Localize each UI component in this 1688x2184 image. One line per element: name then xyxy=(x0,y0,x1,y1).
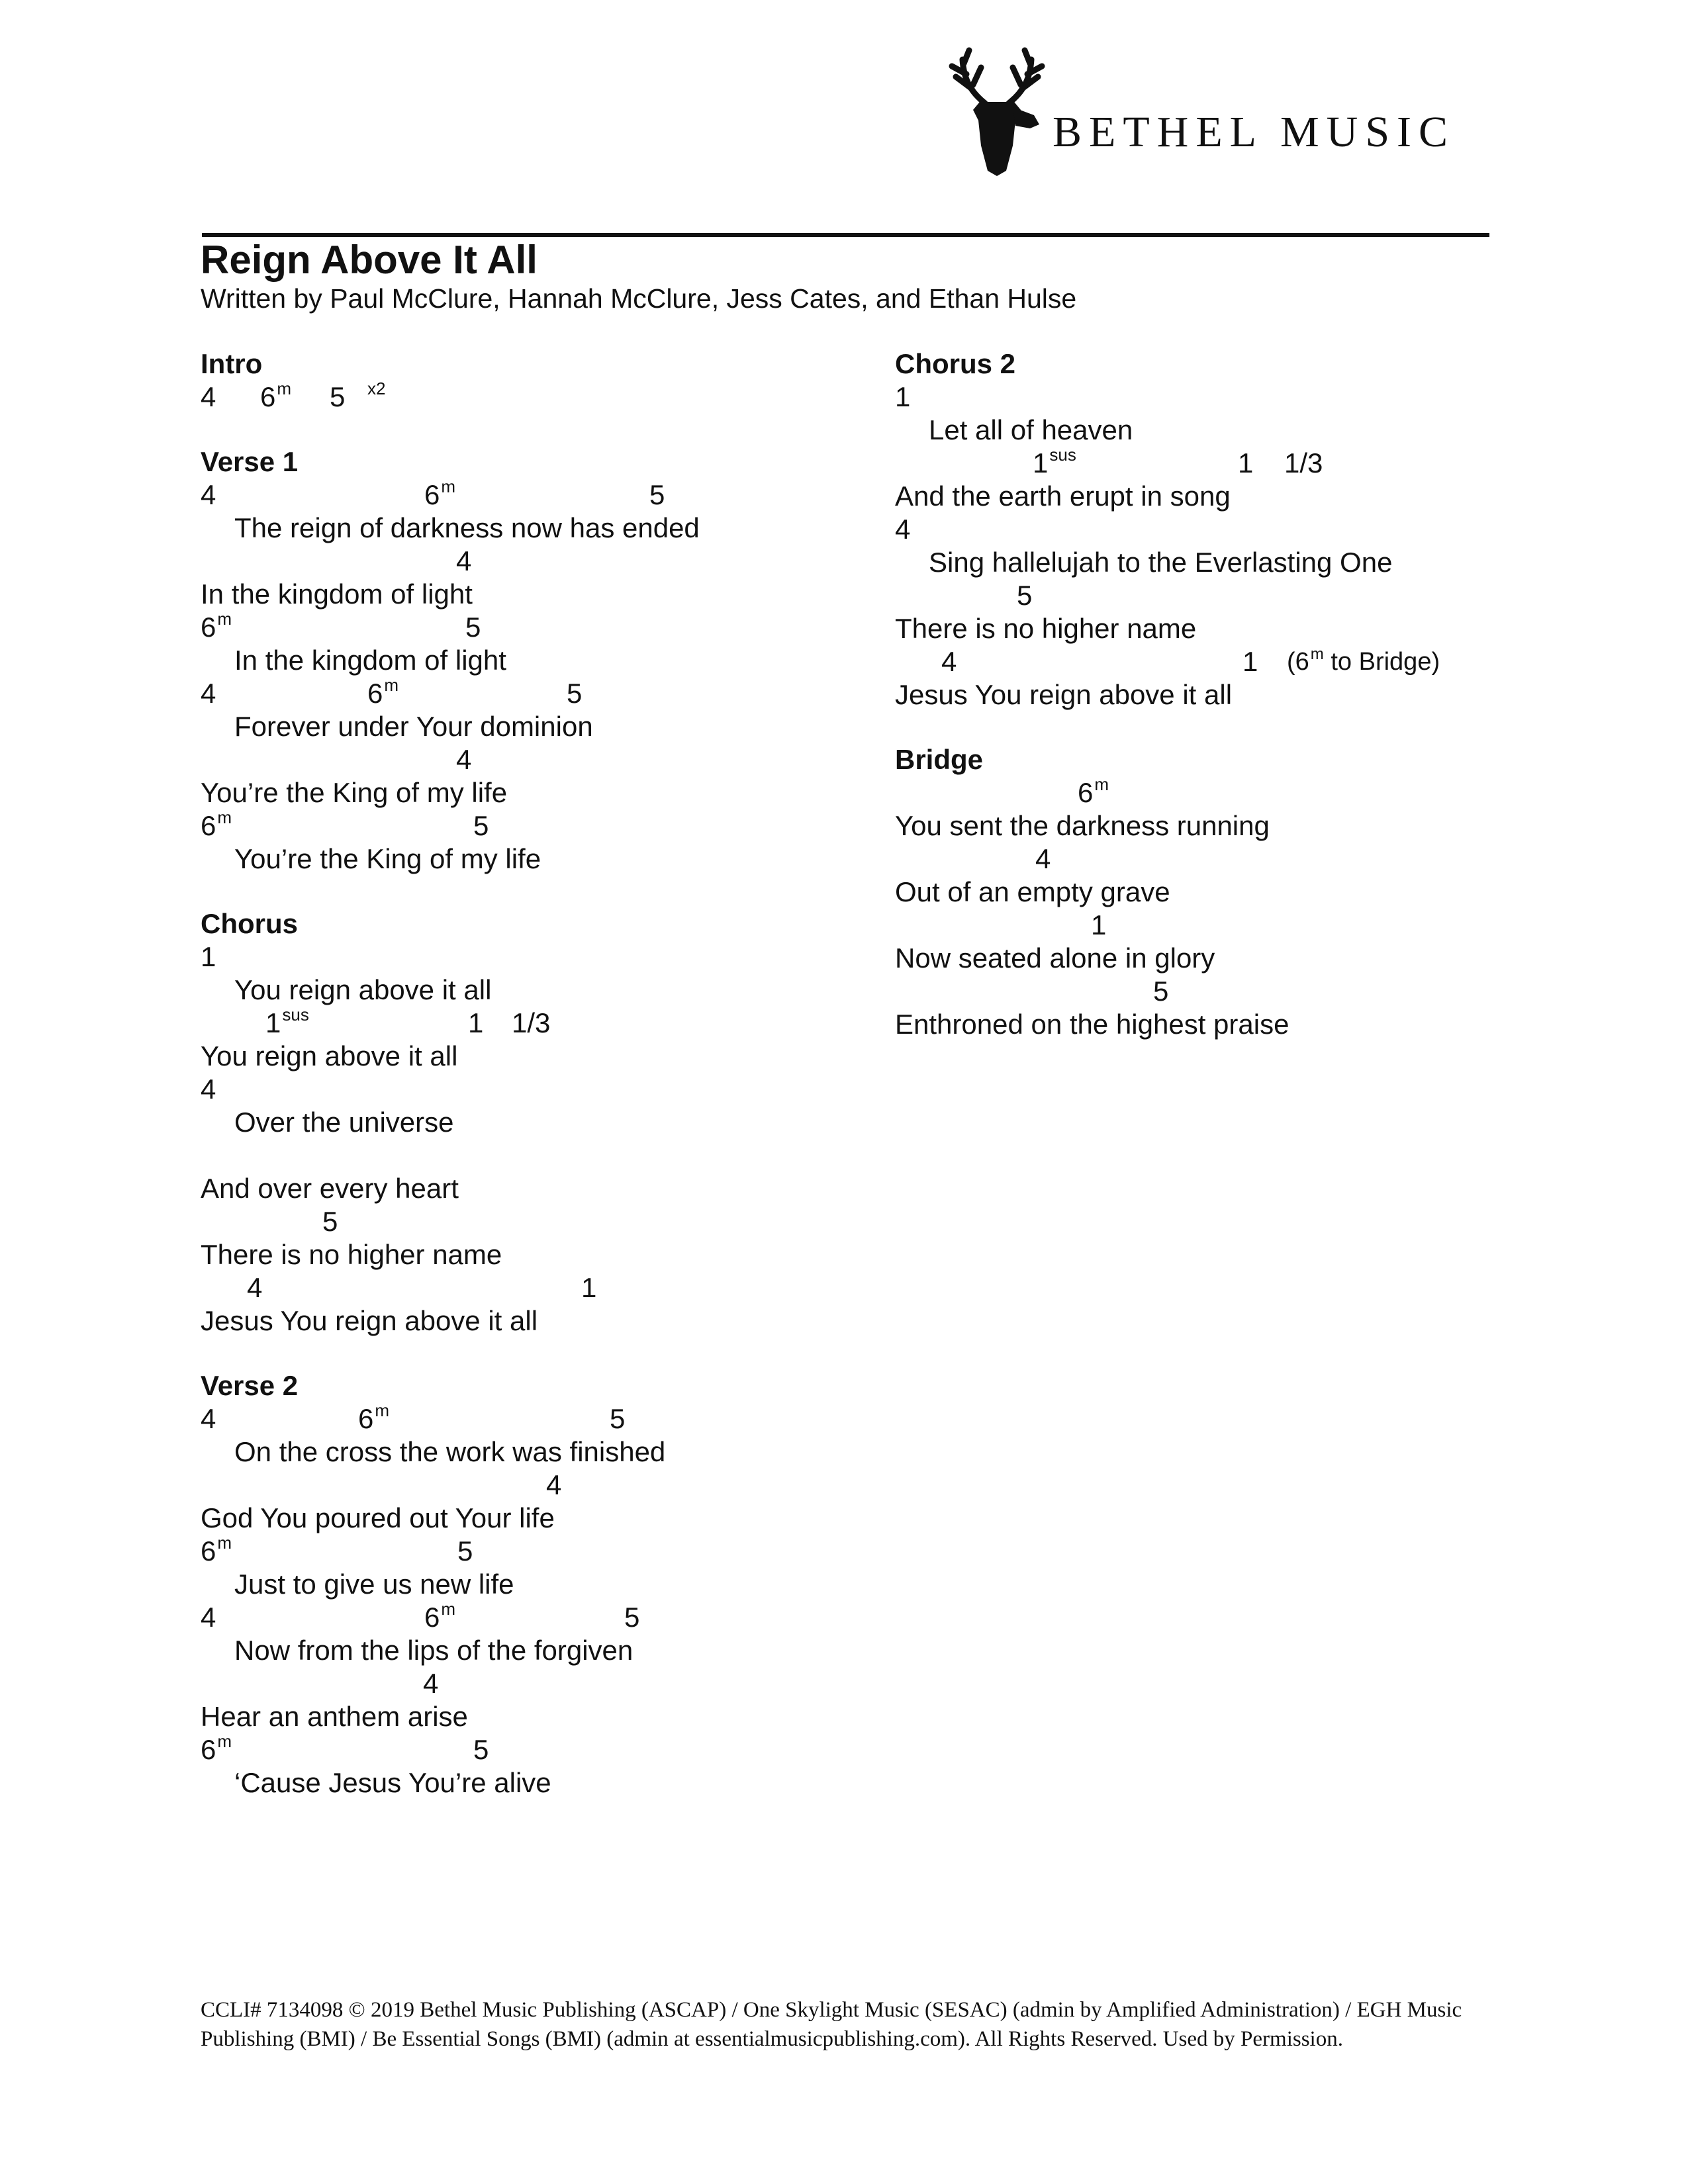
bethel-music-logo xyxy=(947,46,1496,179)
chord-row xyxy=(201,940,863,974)
chord: 6$^m$ xyxy=(358,1400,390,1434)
chord: 5 xyxy=(649,479,665,510)
chord: 1 xyxy=(1238,447,1254,478)
lyric-line: In the kingdom of light xyxy=(201,578,473,610)
section-title: Chorus xyxy=(201,908,298,939)
chord: 5 xyxy=(465,612,481,643)
chord: 1/3 xyxy=(512,1007,551,1038)
chord-row xyxy=(201,1402,863,1435)
lyric-line: Out of an empty grave xyxy=(895,876,1170,907)
chord-row xyxy=(201,381,863,414)
chord-row xyxy=(201,743,863,776)
chord-row xyxy=(895,513,1557,546)
chord: 6$^m$ xyxy=(367,675,399,709)
lyric-line: On the cross the work was finished xyxy=(234,1436,666,1467)
lyric-line: You sent the darkness running xyxy=(895,810,1270,841)
chord: $1^{sus}$ xyxy=(265,1005,309,1038)
lyric-line: Over the universe xyxy=(234,1107,454,1138)
chord: 4 xyxy=(546,1469,562,1500)
chord-row xyxy=(201,1073,863,1106)
section-title: Verse 2 xyxy=(201,1370,299,1401)
chord: 4 xyxy=(201,381,216,412)
brand-name: BETHEL MUSIC xyxy=(1053,108,1456,156)
chord-row xyxy=(201,1007,863,1040)
lyric-line: The reign of darkness now has ended xyxy=(234,512,700,543)
lyric-line: You reign above it all xyxy=(234,974,492,1005)
chord: 6$^m$ xyxy=(201,1731,232,1765)
repeat-marker: x2 xyxy=(367,379,386,398)
chord: 4 xyxy=(201,1403,216,1434)
lyric-line: You’re the King of my life xyxy=(234,843,541,874)
chord: 4 xyxy=(941,646,957,677)
section-title: Verse 1 xyxy=(201,446,299,477)
chord-row xyxy=(201,1601,863,1634)
section-title: Intro xyxy=(201,348,263,379)
chord: 5 xyxy=(610,1403,626,1434)
chord: 5 xyxy=(457,1535,473,1567)
song-title: Reign Above It All xyxy=(201,238,538,282)
chord: 4 xyxy=(423,1668,439,1699)
chord: 5 xyxy=(473,1734,489,1765)
left-column xyxy=(201,347,863,1831)
chord-row xyxy=(201,1667,863,1700)
chord-row xyxy=(201,1733,863,1766)
lyric-line: In the kingdom of light xyxy=(234,645,506,676)
section-title: Bridge xyxy=(895,744,984,775)
section-verse-1 xyxy=(201,445,863,876)
chord: 1 xyxy=(201,941,216,972)
lyric-line: ‘Cause Jesus You’re alive xyxy=(234,1767,551,1798)
chord: 1 xyxy=(1243,646,1258,677)
chord-row xyxy=(201,545,863,578)
chord: 4 xyxy=(201,678,216,709)
chord: 5 xyxy=(567,678,583,709)
section-intro xyxy=(201,347,863,414)
chord: 5 xyxy=(322,1206,338,1237)
chord: 6$^m$ xyxy=(201,1533,232,1567)
chord-row xyxy=(895,447,1557,480)
lyric-line: Just to give us new life xyxy=(234,1569,514,1600)
chord: 5 xyxy=(1153,976,1169,1007)
lyric-line: There is no higher name xyxy=(895,613,1197,644)
chord: 5 xyxy=(473,810,489,841)
chord: 6$^m$ xyxy=(201,807,232,841)
chord-row xyxy=(201,809,863,842)
chord-row xyxy=(201,1139,863,1172)
chord: 4 xyxy=(201,1073,216,1105)
chord-row xyxy=(201,611,863,644)
chord-row xyxy=(895,909,1557,942)
chord: 5 xyxy=(624,1602,640,1633)
section-title: Chorus 2 xyxy=(895,348,1016,379)
chord: 4 xyxy=(201,479,216,510)
chord-row xyxy=(201,677,863,710)
lyric-line: Jesus You reign above it all xyxy=(201,1305,538,1336)
lyric-line: And over every heart xyxy=(201,1173,459,1204)
right-column xyxy=(895,347,1557,1073)
chord: 6$^m$ xyxy=(201,609,232,643)
section-bridge xyxy=(895,743,1557,1041)
section-chorus xyxy=(201,907,863,1338)
lyric-line: There is no higher name xyxy=(201,1239,502,1270)
chord-row xyxy=(895,975,1557,1008)
chord: 4 xyxy=(456,744,472,775)
chord: 1 xyxy=(468,1007,484,1038)
lyric-line: Now from the lips of the forgiven xyxy=(234,1635,633,1666)
chord: 6$^m$ xyxy=(1078,774,1109,808)
chord-row xyxy=(201,1469,863,1502)
chord: 1/3 xyxy=(1284,447,1323,478)
chord-row xyxy=(201,1205,863,1238)
section-chorus-2 xyxy=(895,347,1557,711)
lyric-line: You reign above it all xyxy=(201,1040,458,1071)
chord: 1 xyxy=(1091,909,1107,940)
chord: 6$^m$ xyxy=(424,1599,456,1633)
lyric-line: Forever under Your dominion xyxy=(234,711,593,742)
chord-row xyxy=(201,1535,863,1568)
bridge-cue: (6$^m$ to Bridge) xyxy=(1287,645,1440,676)
copyright-notice: CCLI# 7134098 © 2019 Bethel Music Publishing (ASCAP) / One Skylight Music (SESAC) (admin by Amplified Administration) / EGH Music Publishing (BMI) / Be Essential Songs (BMI) (admin at essentialmusicpublishing.com). All Rights Reserved. Used by Permission. xyxy=(201,1998,1462,2051)
chord: 4 xyxy=(895,514,911,545)
chord-row xyxy=(895,579,1557,612)
lyric-line: Sing hallelujah to the Everlasting One xyxy=(929,547,1393,578)
chord: 4 xyxy=(456,545,472,576)
deer-head-icon xyxy=(947,46,1046,179)
lyric-line: You’re the King of my life xyxy=(201,777,508,808)
lyric-line: Jesus You reign above it all xyxy=(895,679,1233,710)
chord-row xyxy=(895,842,1557,876)
chord: 6$^m$ xyxy=(260,379,292,412)
chord-row xyxy=(201,478,863,512)
lyric-line: God You poured out Your life xyxy=(201,1502,555,1533)
chord: 4 xyxy=(247,1272,263,1303)
chord-row xyxy=(895,776,1557,809)
chord: $1^{sus}$ xyxy=(1033,445,1076,478)
chord-row xyxy=(895,381,1557,414)
chord: 1 xyxy=(895,381,911,412)
section-verse-2 xyxy=(201,1369,863,1799)
chord: 6$^m$ xyxy=(424,477,456,510)
chord: 5 xyxy=(1017,580,1033,611)
chord: 4 xyxy=(1035,843,1051,874)
chord-row xyxy=(201,1271,863,1304)
chord: 4 xyxy=(201,1602,216,1633)
chord-row xyxy=(895,645,1557,678)
chord: 5 xyxy=(330,381,346,412)
chord: 1 xyxy=(581,1272,597,1303)
lyric-line: Hear an anthem arise xyxy=(201,1701,468,1732)
song-credits: Written by Paul McClure, Hannah McClure, Jess Cates, and Ethan Hulse xyxy=(201,283,1077,314)
lyric-line: Now seated alone in glory xyxy=(895,942,1215,974)
lyric-line: Let all of heaven xyxy=(929,414,1133,445)
lyric-line: And the earth erupt in song xyxy=(895,480,1231,512)
lyric-line: Enthroned on the highest praise xyxy=(895,1009,1289,1040)
